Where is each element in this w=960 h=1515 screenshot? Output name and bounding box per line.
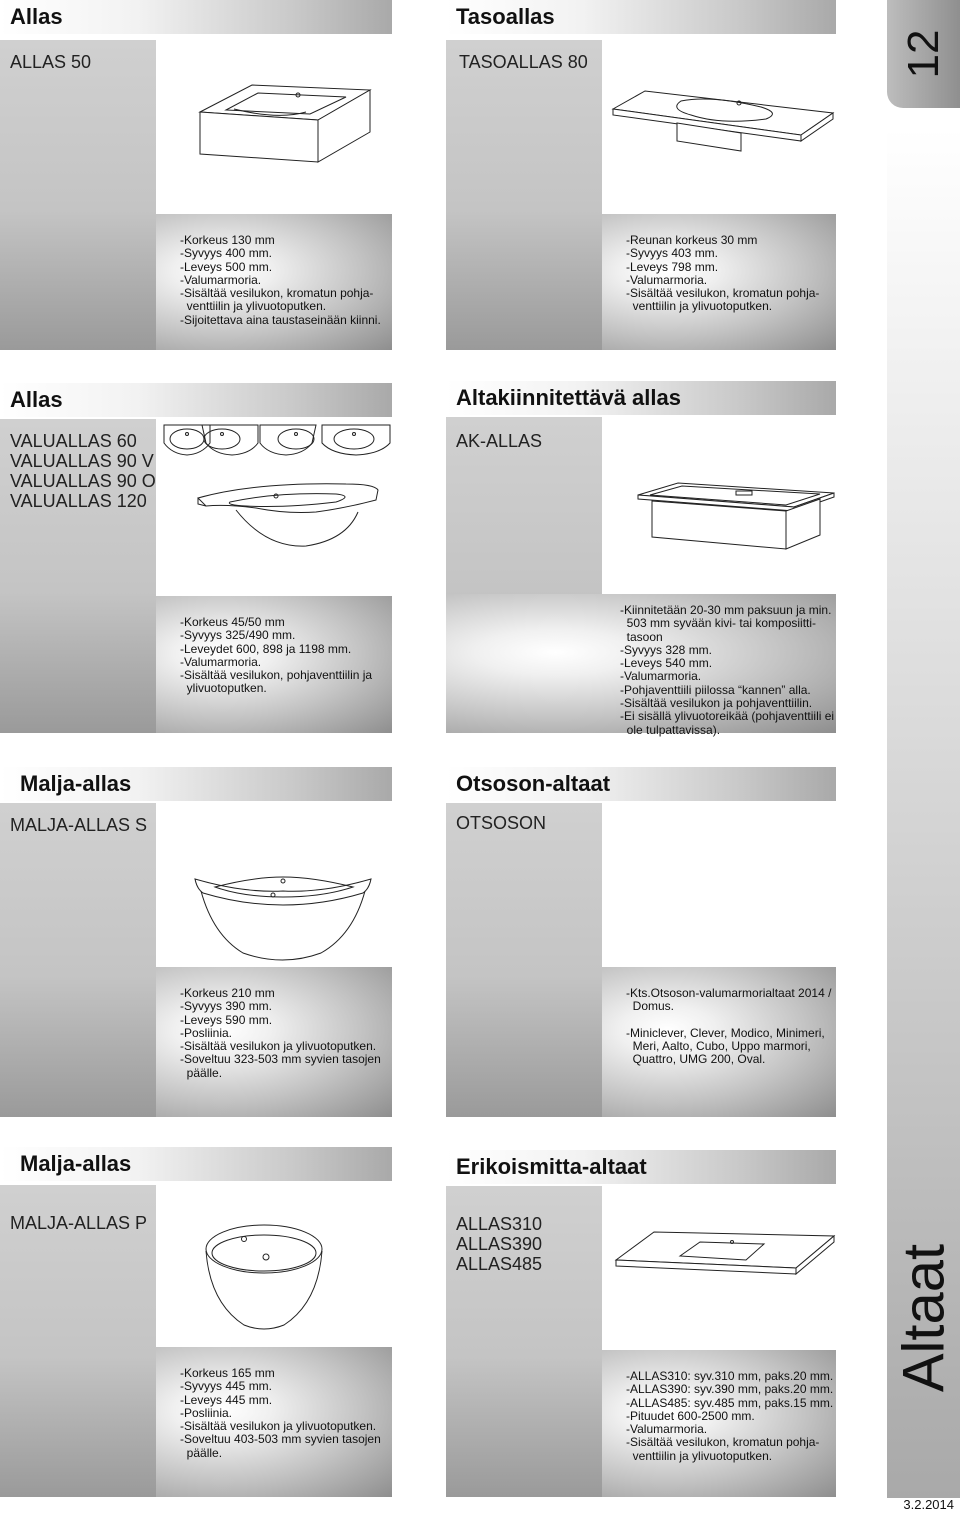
- spec-box: [156, 1347, 392, 1497]
- section-malja-allas-p: [0, 1147, 392, 1497]
- spec-line: -Syvyys 445 mm.: [180, 1379, 273, 1394]
- malja-allas-p-drawing: [204, 1223, 324, 1335]
- spec-line: -Leveys 540 mm.: [620, 656, 713, 671]
- spec-line: -Leveys 798 mm.: [626, 259, 719, 274]
- section-title: Malja-allas: [0, 767, 392, 801]
- section-erikoismitta: [446, 1150, 836, 1497]
- spec-line: -ALLAS485: syv.485 mm, paks.15 mm.: [626, 1395, 834, 1410]
- spec-line: -Pituudet 600-2500 mm.: [626, 1408, 755, 1423]
- spec-line: -Korkeus 210 mm: [180, 986, 275, 1000]
- section-title: Allas: [0, 383, 392, 417]
- spec-line: -Sisältää vesilukon ja pohjaventtiilin.: [620, 696, 813, 711]
- spec-line: -Ei sisällä ylivuotoreikää (pohjaventtiili ei: [620, 709, 835, 724]
- spec-line: tasoon: [620, 629, 663, 644]
- model-name: MALJA-ALLAS P: [10, 1213, 148, 1233]
- spec-line: -Syvyys 390 mm.: [180, 999, 273, 1014]
- spec-line: ylivuotoputken.: [180, 681, 267, 696]
- model-name: ALLAS 50: [10, 52, 92, 72]
- spec-line: -Valumarmoria.: [180, 654, 262, 669]
- spec-line: -Leveys 445 mm.: [180, 1392, 273, 1407]
- spec-line: -Soveltuu 403-503 mm syvien tasojen: [180, 1432, 381, 1447]
- section-title: Altakiinnitettävä allas: [446, 381, 836, 415]
- spec-line: -Sisältää vesilukon, kromatun pohja-: [626, 1435, 820, 1450]
- valuallas-drawing: [196, 478, 381, 553]
- spec-line: -Sisältää vesilukon ja ylivuotoputken.: [180, 1419, 377, 1434]
- spec-line: -Miniclever, Clever, Modico, Minimeri,: [626, 1025, 825, 1040]
- ak-allas-drawing: [636, 481, 836, 551]
- spec-line: -Sisältää vesilukon, pohjaventtiilin ja: [180, 668, 373, 683]
- spec-box: [156, 967, 392, 1117]
- spec-line: -ALLAS390: syv.390 mm, paks.20 mm.: [626, 1382, 834, 1397]
- spec-line: Quattro, UMG 200, Oval.: [626, 1052, 766, 1067]
- valuallas-topviews-drawing: [162, 423, 392, 457]
- model-name: VALUALLAS 60: [10, 431, 137, 451]
- malja-allas-s-drawing: [193, 875, 373, 965]
- spec-line: -Sisältää vesilukon, kromatun pohja-: [180, 286, 374, 301]
- date-label: 3.2.2014: [903, 1497, 954, 1512]
- model-name: OTSOSON: [456, 813, 547, 833]
- model-name: VALUALLAS 90 O: [10, 471, 156, 491]
- page-number-tab: [887, 0, 960, 108]
- section-valuallas: [0, 383, 392, 733]
- spec-line: -Valumarmoria.: [626, 1422, 708, 1437]
- model-name: VALUALLAS 90 V: [10, 451, 154, 471]
- spec-line: -Korkeus 45/50 mm: [180, 615, 285, 629]
- spec-line: Meri, Aalto, Cubo, Uppo marmori,: [626, 1038, 811, 1053]
- spec-line: venttiilin ja ylivuotoputken.: [626, 1448, 773, 1463]
- spec-box: [156, 596, 392, 733]
- spec-line: -ALLAS310: syv.310 mm, paks.20 mm.: [626, 1369, 834, 1383]
- spec-line: -Valumarmoria.: [626, 272, 708, 287]
- spec-line: päälle.: [180, 1065, 223, 1080]
- spec-line: -Sisältää vesilukon ja ylivuotoputken.: [180, 1039, 377, 1054]
- model-name: AK-ALLAS: [456, 431, 543, 451]
- spec-line: venttiilin ja ylivuotoputken.: [180, 299, 327, 314]
- spec-box: [602, 214, 836, 350]
- spec-line: Domus.: [626, 999, 675, 1014]
- model-name: TASOALLAS 80: [459, 52, 588, 72]
- spec-line: -Syvyys 403 mm.: [626, 246, 719, 261]
- section-allas-50: [0, 0, 392, 350]
- spec-line: -Korkeus 165 mm: [180, 1366, 275, 1380]
- category-sidebar: [887, 128, 960, 1498]
- section-tasoallas: [446, 0, 836, 350]
- spec-line: päälle.: [180, 1445, 223, 1460]
- section-title: Otsoson-altaat: [446, 767, 836, 801]
- spec-box: [602, 967, 836, 1117]
- spec-line: -Syvyys 328 mm.: [620, 642, 713, 657]
- spec-box: [156, 214, 392, 350]
- tasoallas-drawing: [611, 85, 836, 155]
- spec-line: -Sijoitettava aina taustaseinään kiinni.: [180, 312, 381, 327]
- section-title: Malja-allas: [0, 1147, 392, 1181]
- spec-line: -Kiinnitetään 20-30 mm paksuun ja min.: [620, 603, 832, 617]
- spec-box: [446, 594, 836, 737]
- spec-line: 503 mm syvään kivi- tai komposiitti-: [620, 616, 817, 631]
- model-name: MALJA-ALLAS S: [10, 815, 148, 835]
- spec-line: -Valumarmoria.: [620, 669, 702, 684]
- spec-line: venttiilin ja ylivuotoputken.: [626, 299, 773, 314]
- model-name: ALLAS310: [456, 1214, 543, 1234]
- spec-line: ole tulpattavissa).: [620, 722, 721, 737]
- spec-line: -Reunan korkeus 30 mm: [626, 233, 758, 247]
- spec-line: -Leveydet 600, 898 ja 1198 mm.: [180, 641, 352, 656]
- section-title: Erikoismitta-altaat: [446, 1150, 836, 1184]
- model-name: ALLAS390: [456, 1234, 543, 1254]
- spec-box: [602, 1350, 836, 1497]
- model-name: VALUALLAS 120: [10, 491, 147, 511]
- section-malja-allas-s: [0, 767, 392, 1117]
- page-number: 12: [898, 29, 948, 79]
- spec-line: -Leveys 590 mm.: [180, 1012, 273, 1027]
- section-otsoson: [446, 767, 836, 1117]
- spec-line: -Leveys 500 mm.: [180, 259, 273, 274]
- spec-line: -Posliinia.: [180, 1025, 233, 1040]
- spec-line: -Pohjaventtiili piilossa “kannen” alla.: [620, 682, 811, 697]
- category-label: Altaat: [891, 1243, 956, 1393]
- spec-line: -Sisältää vesilukon, kromatun pohja-: [626, 286, 820, 301]
- spec-line: -Soveltuu 323-503 mm syvien tasojen: [180, 1052, 381, 1067]
- spec-line: -Posliinia.: [180, 1405, 233, 1420]
- section-title: Tasoallas: [446, 0, 836, 34]
- section-title: Allas: [0, 0, 392, 34]
- spec-line: -Syvyys 400 mm.: [180, 246, 273, 261]
- section-ak-allas: [446, 381, 836, 737]
- spec-line: -Valumarmoria.: [180, 272, 262, 287]
- spec-line: -Kts.Otsoson-valumarmorialtaat 2014 /: [626, 986, 832, 1000]
- erikoismitta-drawing: [614, 1230, 836, 1276]
- model-name: ALLAS485: [456, 1254, 543, 1274]
- spec-line: -Korkeus 130 mm: [180, 233, 275, 247]
- allas-50-drawing: [198, 80, 373, 165]
- spec-line: -Syvyys 325/490 mm.: [180, 628, 296, 643]
